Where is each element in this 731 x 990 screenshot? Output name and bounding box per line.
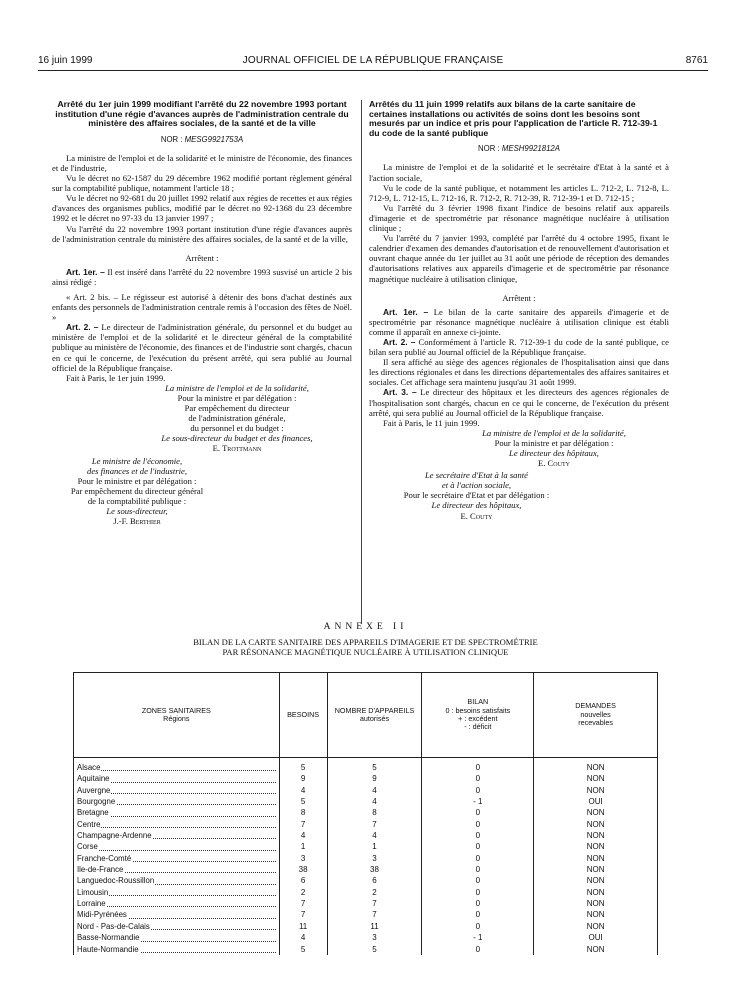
- left-article-2: [52, 322, 352, 372]
- cell-appareils: 9: [327, 773, 422, 784]
- signature-line: Le secrétaire d'Etat à la santé: [425, 470, 528, 481]
- cell-besoins: 4: [279, 785, 327, 796]
- cell-demandes: NON: [534, 864, 658, 875]
- signature-line: Par empêchement du directeur: [184, 403, 290, 414]
- cell-demandes: NON: [534, 773, 658, 784]
- left-visa: Vu le décret no 92-681 du 20 juillet 1992 relatif aux régies de recettes et aux régies d'avances des organismes publics, modifié par le décret no 92-1368 du 23 décembre 1992 et le décret no 97-33 du 13 janvier 1997 ;: [52, 193, 352, 224]
- cell-bilan: - 1: [422, 796, 534, 807]
- col-header-demandes-sub: recevables: [578, 718, 613, 728]
- zone-name: Midi-Pyrénées: [77, 910, 127, 920]
- col-header-bilan: [422, 673, 534, 758]
- signature-line: Pour la ministre et par délégation :: [177, 392, 297, 403]
- right-visa: Vu l'arrêté du 7 janvier 1993, complété par l'arrêté du 4 octobre 1995, fixant le calendrier d'examen des demandes d'autorisation et de renouvellement d'autorisation et ouvrant chaque année du 1er juillet au 31 août une période de réception des demandes d'autorisations relatives aux appareils d'imagerie et de spectrométrie par résonance magnétique nucléaire à utilisation clinique,: [369, 233, 669, 284]
- cell-bilan: 0: [422, 853, 534, 864]
- table-row: [74, 785, 658, 796]
- cell-demandes: NON: [534, 875, 658, 886]
- zone-name: Auvergne: [77, 785, 111, 795]
- cell-bilan: 0: [422, 944, 534, 955]
- left-nor: [52, 135, 352, 145]
- left-nor-label: NOR :: [160, 134, 183, 144]
- table-row: [74, 830, 658, 841]
- cell-demandes: NON: [534, 830, 658, 841]
- zone-name: Lorraine: [77, 899, 106, 909]
- signature-line: E. Couty: [538, 458, 570, 469]
- cell-bilan: 0: [422, 785, 534, 796]
- table-row: [74, 921, 658, 932]
- leader-dots: [77, 770, 276, 771]
- cell-appareils: 4: [327, 830, 422, 841]
- cell-besoins: 9: [279, 773, 327, 784]
- cell-besoins: 5: [279, 796, 327, 807]
- right-article-2: [369, 337, 669, 357]
- signature-line: E. Couty: [460, 510, 493, 521]
- article-label: Art. 3. –: [383, 387, 417, 398]
- table-row: [74, 819, 658, 830]
- signature-line: Pour le secrétaire d'Etat et par délégation :: [403, 490, 550, 501]
- right-nor-label: NOR :: [478, 144, 500, 154]
- carte-sanitaire-table: [73, 672, 658, 955]
- article-label: Art. 1er. –: [383, 306, 429, 317]
- cell-appareils: 11: [327, 921, 422, 932]
- left-nor-value: MESG9921753A: [184, 134, 244, 144]
- article-label: Art. 2. –: [66, 322, 99, 333]
- cell-besoins: 7: [279, 909, 327, 920]
- signature-line: Le directeur des hôpitaux,: [431, 500, 522, 511]
- cell-appareils: 3: [327, 932, 422, 943]
- signature-line: La ministre de l'emploi et de la solidarité,: [165, 382, 309, 393]
- cell-bilan: 0: [422, 864, 534, 875]
- col-header-zones-sub: Régions: [163, 714, 190, 723]
- right-visa: La ministre de l'emploi et de la solidarité et le secrétaire d'Etat à la santé et à l'action sociale,: [369, 162, 669, 183]
- cell-demandes: NON: [534, 819, 658, 830]
- zone-name: Basse-Normandie: [77, 933, 140, 943]
- col-header-demandes-label: DEMANDES: [575, 701, 616, 711]
- signature-line: Le sous-directeur,: [106, 505, 168, 516]
- signature-line: J.-F. Berthier: [113, 516, 161, 527]
- zone-name: Centre: [77, 819, 101, 829]
- annex-title-line-2: PAR RÉSONANCE MAGNÉTIQUE NUCLÉAIRE À UTILISATION CLINIQUE: [222, 647, 509, 658]
- annex-label: ANNEXE II: [323, 622, 408, 632]
- table-row: [74, 853, 658, 864]
- cell-demandes: NON: [534, 909, 658, 920]
- cell-appareils: 5: [327, 944, 422, 955]
- cell-bilan: 0: [422, 898, 534, 909]
- zone-name: Aquitaine: [77, 774, 110, 784]
- col-header-demandes: [534, 673, 658, 758]
- cell-bilan: 0: [422, 909, 534, 920]
- cell-zone: [74, 932, 280, 943]
- cell-appareils: 4: [327, 785, 422, 796]
- cell-zone: [74, 796, 280, 807]
- signature-line: La ministre de l'emploi et de la solidarité,: [482, 427, 626, 438]
- cell-bilan: 0: [422, 807, 534, 818]
- cell-besoins: 11: [279, 921, 327, 932]
- signature-line: Le ministre de l'économie,: [91, 455, 183, 466]
- cell-demandes: NON: [534, 841, 658, 852]
- signature-line: Pour le ministre et par délégation :: [77, 475, 197, 486]
- left-visa: Vu l'arrêté du 22 novembre 1993 portant institution d'une régie d'avances auprès de l'administration centrale du ministère des affaires sociales, de la santé et de la ville,: [52, 223, 352, 244]
- left-signature-block-2: [52, 456, 222, 527]
- cell-zone: [74, 921, 280, 932]
- cell-zone: [74, 898, 280, 909]
- col-header-bilan-legend: - : déficit: [464, 722, 492, 732]
- left-visa: Vu le décret no 62-1587 du 29 décembre 1962 modifié portant règlement général sur la comptabilité publique, notamment l'article 18 ;: [52, 173, 352, 194]
- cell-demandes: NON: [534, 758, 658, 774]
- cell-zone: [74, 785, 280, 796]
- signature-line: Pour la ministre et par délégation :: [494, 437, 614, 448]
- right-visa: Vu l'arrêté du 3 février 1998 fixant l'indice de besoins relatif aux appareils d'imagerie et de spectrométrie par résonance magnétique nucléaire à utilisation clinique ;: [369, 202, 669, 234]
- cell-appareils: 3: [327, 853, 422, 864]
- signature-line: du personnel et du budget :: [190, 423, 284, 434]
- zone-name: Languedoc-Roussillon: [77, 876, 155, 886]
- cell-besoins: 5: [279, 944, 327, 955]
- signature-line: Le sous-directeur du budget et des finances,: [161, 433, 313, 444]
- cell-appareils: 1: [327, 841, 422, 852]
- article-text: Il est inséré dans l'arrêté du 22 novembre 1993 susvisé un article 2 bis ainsi rédigé :: [52, 266, 352, 287]
- cell-besoins: 6: [279, 875, 327, 886]
- cell-appareils: 7: [327, 819, 422, 830]
- cell-besoins: 4: [279, 830, 327, 841]
- col-header-zones: [74, 673, 280, 758]
- cell-appareils: 6: [327, 875, 422, 886]
- right-article-2-display: Il sera affiché au siège des agences régionales de l'hospitalisation ainsi que dans les directions régionales et dans les directions départementales des affaires sanitaires et sociales. Cet affichage sera maintenu jusqu'au 31 août 1999.: [369, 357, 669, 388]
- zone-name: Haute-Normandie: [77, 944, 139, 954]
- zone-name: Nord - Pas-de-Calais: [77, 921, 150, 931]
- cell-demandes: NON: [534, 921, 658, 932]
- header-journal-name: JOURNAL OFFICIEL DE LA RÉPUBLIQUE FRANÇAISE: [242, 55, 504, 66]
- cell-appareils: 2: [327, 887, 422, 898]
- signature-line: Le directeur des hôpitaux,: [509, 448, 599, 458]
- cell-zone: [74, 758, 280, 774]
- right-article-3: [369, 387, 669, 417]
- col-header-zones-label: ZONES SANITAIRES: [141, 705, 211, 715]
- right-fait: Fait à Paris, le 11 juin 1999.: [383, 417, 480, 428]
- cell-demandes: NON: [534, 853, 658, 864]
- annex-title: [0, 637, 731, 657]
- cell-demandes: NON: [534, 898, 658, 909]
- cell-besoins: 8: [279, 807, 327, 818]
- leader-dots: [77, 827, 276, 828]
- left-fait: Fait à Paris, le 1er juin 1999.: [66, 372, 166, 383]
- cell-bilan: 0: [422, 830, 534, 841]
- cell-besoins: 3: [279, 853, 327, 864]
- table-row: [74, 887, 658, 898]
- left-article-1-quote: « Art. 2 bis. – Le régisseur est autorisé à détenir des bons d'achat destinés aux enfants des personnels de l'administration centrale remis à l'occasion des fêtes de Noël. »: [52, 292, 352, 323]
- signature-line: E. Trottmann: [212, 443, 262, 454]
- article-text: Le bilan de la carte sanitaire des appareils d'imagerie et de spectrométrie par résonance magnétique nucléaire à utilisation clinique est établi comme il apparaît en annexe ci-jointe.: [369, 306, 669, 337]
- cell-bilan: - 1: [422, 932, 534, 943]
- zone-name: Franche-Comté: [77, 853, 132, 863]
- table-row: [74, 944, 658, 955]
- left-arrete-title: Arrêté du 1er juin 1999 modifiant l'arrêté du 22 novembre 1993 portant institution d'une régie d'avances auprès de l'administration centrale du ministère des affaires sociales, de la santé et de la ville: [55, 99, 349, 129]
- article-label: Art. 2. –: [383, 336, 416, 347]
- cell-bilan: 0: [422, 921, 534, 932]
- article-label: Art. 1er. –: [66, 266, 105, 277]
- right-arretent: Arrêtent :: [502, 292, 536, 303]
- left-column: [52, 100, 352, 526]
- header-rule: [38, 70, 708, 71]
- cell-demandes: OUI: [534, 932, 658, 943]
- cell-zone: [74, 909, 280, 920]
- cell-zone: [74, 841, 280, 852]
- cell-besoins: 2: [279, 887, 327, 898]
- cell-besoins: 5: [279, 758, 327, 774]
- header-page-number: 8761: [685, 55, 708, 66]
- table-row: [74, 864, 658, 875]
- article-text: Le directeur des hôpitaux et les directeurs des agences régionales de l'hospitalisation sont chargés, chacun en ce qui le concerne, de l'exécution du présent arrêté, qui sera publié au Journal officiel de la République française.: [369, 387, 669, 418]
- cell-appareils: 7: [327, 898, 422, 909]
- cell-bilan: 0: [422, 887, 534, 898]
- right-arrete-title: Arrêtés du 11 juin 1999 relatifs aux bilans de la carte sanitaire de certaines installations ou activités de soins dont les besoins sont mesurés par un indice et pris pour l'application de l'article R. 712-39-1 du code de la santé publique: [369, 99, 658, 138]
- right-nor: [369, 144, 669, 154]
- cell-bilan: 0: [422, 875, 534, 886]
- cell-zone: [74, 773, 280, 784]
- cell-appareils: 38: [327, 864, 422, 875]
- zone-name: Ile-de-France: [77, 865, 124, 875]
- zone-name: Bourgogne: [77, 797, 116, 807]
- cell-zone: [74, 864, 280, 875]
- zone-name: Limousin: [77, 887, 109, 897]
- table-row: [74, 909, 658, 920]
- col-header-demandes-sub: nouvelles: [580, 709, 611, 719]
- cell-demandes: NON: [534, 944, 658, 955]
- signature-line: de la comptabilité publique :: [87, 495, 187, 506]
- zone-name: Corse: [77, 842, 98, 852]
- col-header-besoins: BESOINS: [279, 673, 327, 758]
- leader-dots: [77, 850, 276, 851]
- signature-line: Par empêchement du directeur général: [70, 485, 204, 496]
- cell-demandes: OUI: [534, 796, 658, 807]
- table-body: [74, 758, 658, 955]
- table-row: [74, 898, 658, 909]
- cell-appareils: 5: [327, 758, 422, 774]
- cell-appareils: 4: [327, 796, 422, 807]
- col-header-appareils: [327, 673, 422, 758]
- cell-appareils: 8: [327, 807, 422, 818]
- annex-title-line-1: BILAN DE LA CARTE SANITAIRE DES APPAREILS D'IMAGERIE ET DE SPECTROMÉTRIE: [193, 637, 538, 647]
- table-row: [74, 758, 658, 774]
- cell-besoins: 4: [279, 932, 327, 943]
- table-row: [74, 796, 658, 807]
- cell-zone: [74, 807, 280, 818]
- zone-name: Alsace: [77, 763, 101, 772]
- cell-bilan: 0: [422, 773, 534, 784]
- article-text: Le directeur de l'administration générale, du personnel et du budget au ministère de l'emploi et de la solidarité et le directeur général de la comptabilité publique au ministère de l'économie, des finances et de l'industrie sont chargés, chacun en ce qui le concerne, de l'exécution du présent arrêté, qui sera publié au Journal officiel de la République française.: [52, 322, 352, 373]
- header-date: 16 juin 1999: [38, 55, 93, 66]
- cell-zone: [74, 853, 280, 864]
- table-row: [74, 875, 658, 886]
- table-row: [74, 932, 658, 943]
- left-arretent: Arrêtent :: [185, 252, 219, 263]
- right-article-1: [369, 307, 669, 337]
- column-divider: [361, 100, 362, 624]
- right-visa: Vu le code de la santé publique, et notamment les articles L. 712-2, L. 712-8, L. 712-9, L. 712-15, L. 712-16, R. 712-2, R. 712-39, R. 712-39-1 et D. 712-15 ;: [369, 182, 669, 203]
- table-row: [74, 773, 658, 784]
- right-column: [369, 100, 669, 521]
- cell-bilan: 0: [422, 819, 534, 830]
- cell-zone: [74, 819, 280, 830]
- col-header-appareils-sub: autorisés: [359, 714, 390, 723]
- col-header-bilan-legend: + : excédent: [458, 714, 498, 723]
- cell-zone: [74, 830, 280, 841]
- table-header-row: [74, 673, 658, 758]
- cell-zone: [74, 944, 280, 955]
- col-header-bilan-label: BILAN: [467, 697, 489, 707]
- cell-bilan: 0: [422, 841, 534, 852]
- cell-zone: [74, 875, 280, 886]
- cell-demandes: NON: [534, 887, 658, 898]
- zone-name: Champagne-Ardenne: [77, 831, 152, 841]
- cell-besoins: 38: [279, 864, 327, 875]
- page-header: [38, 55, 708, 69]
- cell-demandes: NON: [534, 807, 658, 818]
- col-header-bilan-legend: 0 : besoins satisfaits: [445, 705, 511, 715]
- cell-appareils: 7: [327, 909, 422, 920]
- left-signature-block-1: [122, 383, 352, 454]
- right-signature-block-2: [369, 470, 584, 520]
- left-article-1: [52, 267, 352, 287]
- zone-name: Bretagne: [77, 808, 109, 818]
- right-nor-value: MESH9921812A: [501, 144, 560, 154]
- col-header-appareils-label: NOMBRE D'APPAREILS: [334, 705, 415, 715]
- cell-besoins: 7: [279, 819, 327, 830]
- signature-line: et à l'action sociale,: [441, 480, 512, 491]
- article-text: Conformément à l'article R. 712-39-1 du code de la santé publique, ce bilan sera publié au Journal officiel de la République française.: [369, 336, 669, 358]
- cell-demandes: NON: [534, 785, 658, 796]
- signature-line: de l'administration générale,: [188, 413, 286, 424]
- cell-bilan: 0: [422, 758, 534, 774]
- cell-zone: [74, 887, 280, 898]
- table-row: [74, 807, 658, 818]
- table-row: [74, 841, 658, 852]
- right-signature-block-1: [439, 428, 669, 468]
- signature-line: des finances et de l'industrie,: [87, 465, 187, 476]
- left-visa: La ministre de l'emploi et de la solidarité et le ministre de l'économie, des finances et de l'industrie,: [52, 152, 352, 173]
- cell-besoins: 7: [279, 898, 327, 909]
- cell-besoins: 1: [279, 841, 327, 852]
